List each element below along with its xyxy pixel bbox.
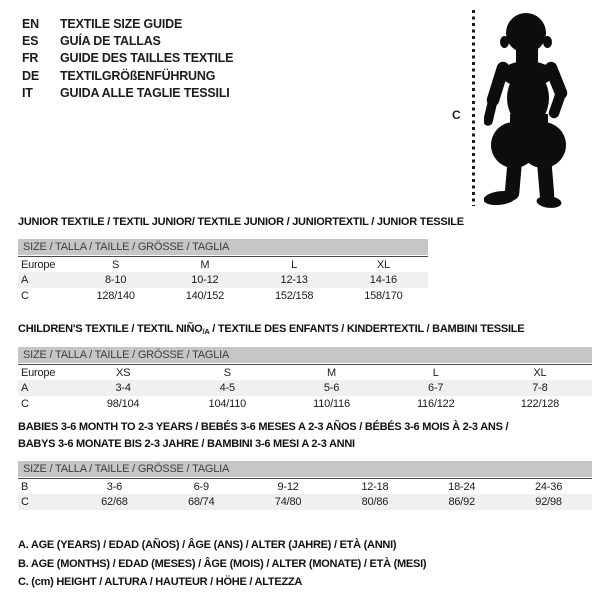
footnotes — [18, 536, 426, 592]
table-cell: 7-8 — [532, 382, 548, 394]
table-cell: 110/116 — [313, 398, 350, 410]
footnote-b: B. AGE (MONTHS) / EDAD (MESES) / ÂGE (MOIS) / ALTER (MONATE) / ETÀ (MESI) — [18, 557, 427, 570]
language-code: EN — [22, 16, 39, 31]
table-cell: 4-5 — [219, 382, 235, 394]
table-cell: XS — [115, 366, 131, 379]
table-cell: 116/122 — [416, 398, 455, 410]
table-cell: 10-12 — [191, 274, 219, 286]
language-code: ES — [22, 34, 39, 49]
table-cell: XL — [376, 258, 390, 271]
section-title-text: CHILDREN'S TEXTILE / TEXTIL NIÑO — [18, 323, 203, 335]
table-cell: 3-6 — [106, 480, 123, 493]
row-label: A — [21, 382, 29, 394]
table-cell: 14-16 — [369, 274, 397, 286]
table-row — [18, 272, 428, 288]
language-row-fr — [22, 50, 233, 67]
table-cell: 86/92 — [448, 496, 475, 508]
language-title-list — [22, 15, 233, 102]
table-row — [18, 396, 592, 412]
table-cell: 6-7 — [428, 382, 444, 394]
table-cell: M — [200, 258, 210, 271]
language-code: DE — [22, 68, 39, 83]
table-cell: 12-18 — [361, 480, 389, 493]
table-cell: 3-4 — [115, 382, 131, 394]
table-cell: 122/128 — [520, 398, 560, 410]
table-cell: 9-12 — [277, 480, 299, 493]
table-cell: M — [327, 366, 336, 379]
language-title: TEXTILE SIZE GUIDE — [60, 16, 183, 31]
babies-size-table — [18, 461, 592, 510]
table-cell: 158/170 — [364, 290, 403, 302]
table-row — [18, 256, 428, 272]
table-row — [18, 380, 592, 396]
language-row-it — [22, 85, 233, 102]
table-cell: 68/74 — [187, 496, 215, 508]
row-label: C — [21, 398, 29, 410]
language-title: GUIDA ALLE TAGLIE TESSILI — [60, 86, 230, 101]
children-size-table — [18, 347, 592, 412]
table-cell: L — [432, 366, 439, 379]
table-cell: 92/98 — [535, 496, 562, 508]
language-code: IT — [22, 86, 33, 101]
table-cell: 5-6 — [323, 382, 340, 394]
section-title-line: BABIES 3-6 MONTH TO 2-3 YEARS / BEBÉS 3-6 MESES A 2-3 AÑOS / BÉBÉS 3-6 MOIS À 2-3 ANS / — [18, 421, 509, 433]
section-title-subscript: /A — [202, 327, 210, 336]
size-header-bar: SIZE / TALLA / TAILLE / GRÖSSE / TAGLIA — [18, 461, 592, 477]
row-label: Europe — [21, 366, 56, 379]
table-row — [18, 494, 592, 510]
table-cell: 152/158 — [274, 290, 314, 302]
size-header-bar: SIZE / TALLA / TAILLE / GRÖSSE / TAGLIA — [18, 347, 592, 363]
row-label: Europe — [21, 258, 56, 271]
row-label: C — [21, 290, 29, 302]
table-row — [18, 364, 592, 380]
size-header-bar: SIZE / TALLA / TAILLE / GRÖSSE / TAGLIA — [18, 239, 428, 255]
table-cell: 104/110 — [208, 398, 247, 410]
language-row-es — [22, 32, 233, 49]
table-cell: 80/86 — [361, 496, 389, 508]
junior-size-table — [18, 239, 428, 304]
table-cell: 74/80 — [274, 496, 302, 508]
height-measure-dashed-line — [472, 10, 475, 206]
footnote-a: A. AGE (YEARS) / EDAD (AÑOS) / ÂGE (ANS) / ALTER (JAHRE) / ETÀ (ANNI) — [18, 539, 397, 551]
section-title-text: / TEXTILE DES ENFANTS / KINDERTEXTIL / BAMBINI TESSILE — [209, 323, 525, 335]
table-cell: L — [291, 258, 298, 271]
row-label: C — [21, 496, 29, 508]
table-cell: XL — [533, 366, 547, 379]
table-cell: 140/152 — [185, 290, 225, 302]
table-cell: 6-9 — [193, 480, 209, 493]
row-label: B — [21, 480, 29, 493]
table-cell: 18-24 — [448, 480, 476, 493]
section-title-junior: JUNIOR TEXTILE / TEXTIL JUNIOR/ TEXTILE JUNIOR / JUNIORTEXTIL / JUNIOR TESSILE — [18, 216, 464, 228]
table-cell: 24-36 — [534, 480, 563, 493]
language-title: GUÍA DE TALLAS — [60, 34, 161, 49]
row-label: A — [21, 274, 29, 286]
footnote-c: C. (cm) HEIGHT / ALTURA / HAUTEUR / HÖHE / ALTEZZA — [18, 576, 303, 589]
table-row — [18, 288, 428, 304]
language-code: FR — [22, 51, 39, 66]
height-measure-label: C — [452, 108, 461, 122]
table-cell: 62/68 — [101, 496, 128, 508]
language-row-en — [22, 15, 233, 32]
table-cell: 98/104 — [106, 398, 140, 410]
table-row — [18, 478, 592, 494]
table-cell: 128/140 — [96, 290, 135, 302]
language-title: GUIDE DES TAILLES TEXTILE — [60, 51, 234, 66]
table-cell: S — [112, 258, 120, 271]
table-cell: S — [223, 366, 231, 379]
section-title-children — [18, 323, 524, 336]
table-cell: 8-10 — [105, 274, 127, 286]
section-title-line: BABYS 3-6 MONATE BIS 2-3 JAHRE / BAMBINI 3-6 MESI A 2-3 ANNI — [18, 437, 355, 450]
table-cell: 12-13 — [280, 274, 308, 286]
language-title: TEXTILGRÖßENFÜHRUNG — [60, 68, 216, 83]
section-title-babies — [18, 419, 508, 452]
language-row-de — [22, 67, 233, 84]
toddler-silhouette-icon — [484, 8, 600, 210]
